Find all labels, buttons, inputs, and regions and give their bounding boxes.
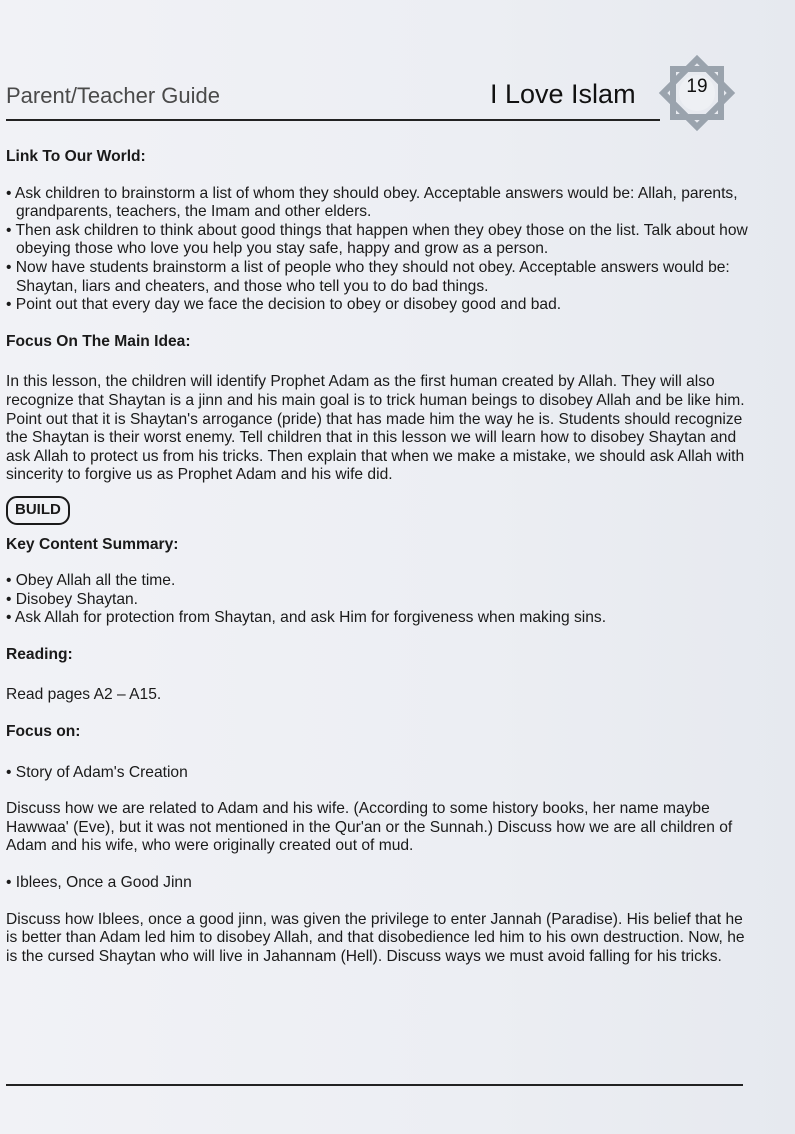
- focus-on-text: Discuss how Iblees, once a good jinn, was given the privilege to enter Jannah (Paradise). His belief that he is better than Adam led him to disobey Allah, and that disobedience led him to his own destruction. Now, he is the cursed Shaytan who will live in Jahannam (Hell). Discuss ways we must avoid falling for his tricks.: [6, 910, 745, 965]
- focus-main-heading: Focus On The Main Idea:: [6, 332, 191, 350]
- header-divider: [6, 119, 660, 121]
- focus-main-text: In this lesson, the children will identify Prophet Adam as the first human created by Allah. They will also recognize that Shaytan is a jinn and his main goal is to trick human beings to disobey Allah and be like him. Point out that it is Shaytan's arrogance (pride) that has made him the way he is. Students should recognize the Shaytan is their worst enemy. Tell children that in this lesson we will learn how to disobey Shaytan and ask Allah to protect us from his tricks. Then explain that when we make a mistake, we should ask Allah with sincerity to forgive us as Prophet Adam and his wife did.: [6, 373, 745, 484]
- focus-on-item: • Story of Adam's Creation: [6, 763, 188, 781]
- guide-content: [6, 148, 748, 966]
- link-item: • Now have students brainstorm a list of people who they should not obey. Acceptable answers would be: Shaytan, liars and cheaters, and those who tell you to do bad things.: [6, 258, 730, 295]
- link-item: • Point out that every day we face the decision to obey or disobey good and bad.: [6, 296, 562, 314]
- build-badge: BUILD: [6, 496, 70, 525]
- focus-on-text: Discuss how we are related to Adam and his wife. (According to some history books, her name maybe Hawwaa' (Eve), but it was not mentioned in the Qur'an or the Sunnah.) Discuss how we are all children of Adam and his wife, who were originally created out of mud.: [6, 800, 733, 855]
- reading-text: Read pages A2 – A15.: [6, 686, 162, 704]
- focus-on-heading: Focus on:: [6, 723, 81, 741]
- footer-divider: [6, 1084, 743, 1086]
- link-item: • Then ask children to think about good things that happen when they obey those on the list. Talk about how obeying those who love you help you stay safe, happy and grow as a person.: [6, 221, 748, 258]
- reading-heading: Reading:: [6, 645, 73, 663]
- key-content-item: • Disobey Shaytan.: [6, 590, 139, 608]
- page-number: 19: [686, 76, 708, 97]
- focus-on-item: • Iblees, Once a Good Jinn: [6, 874, 192, 892]
- guide-title: Parent/Teacher Guide: [6, 83, 221, 108]
- book-title: I Love Islam: [490, 79, 636, 109]
- key-content-heading: Key Content Summary:: [6, 535, 179, 553]
- key-content-item: • Ask Allah for protection from Shaytan, and ask Him for forgiveness when making sins.: [6, 609, 607, 627]
- link-item: • Ask children to brainstorm a list of whom they should obey. Acceptable answers would be: Allah, parents, grandparents, teachers, the Imam and other elders.: [6, 184, 738, 221]
- link-heading: Link To Our World:: [6, 148, 146, 165]
- key-content-item: • Obey Allah all the time.: [6, 572, 176, 590]
